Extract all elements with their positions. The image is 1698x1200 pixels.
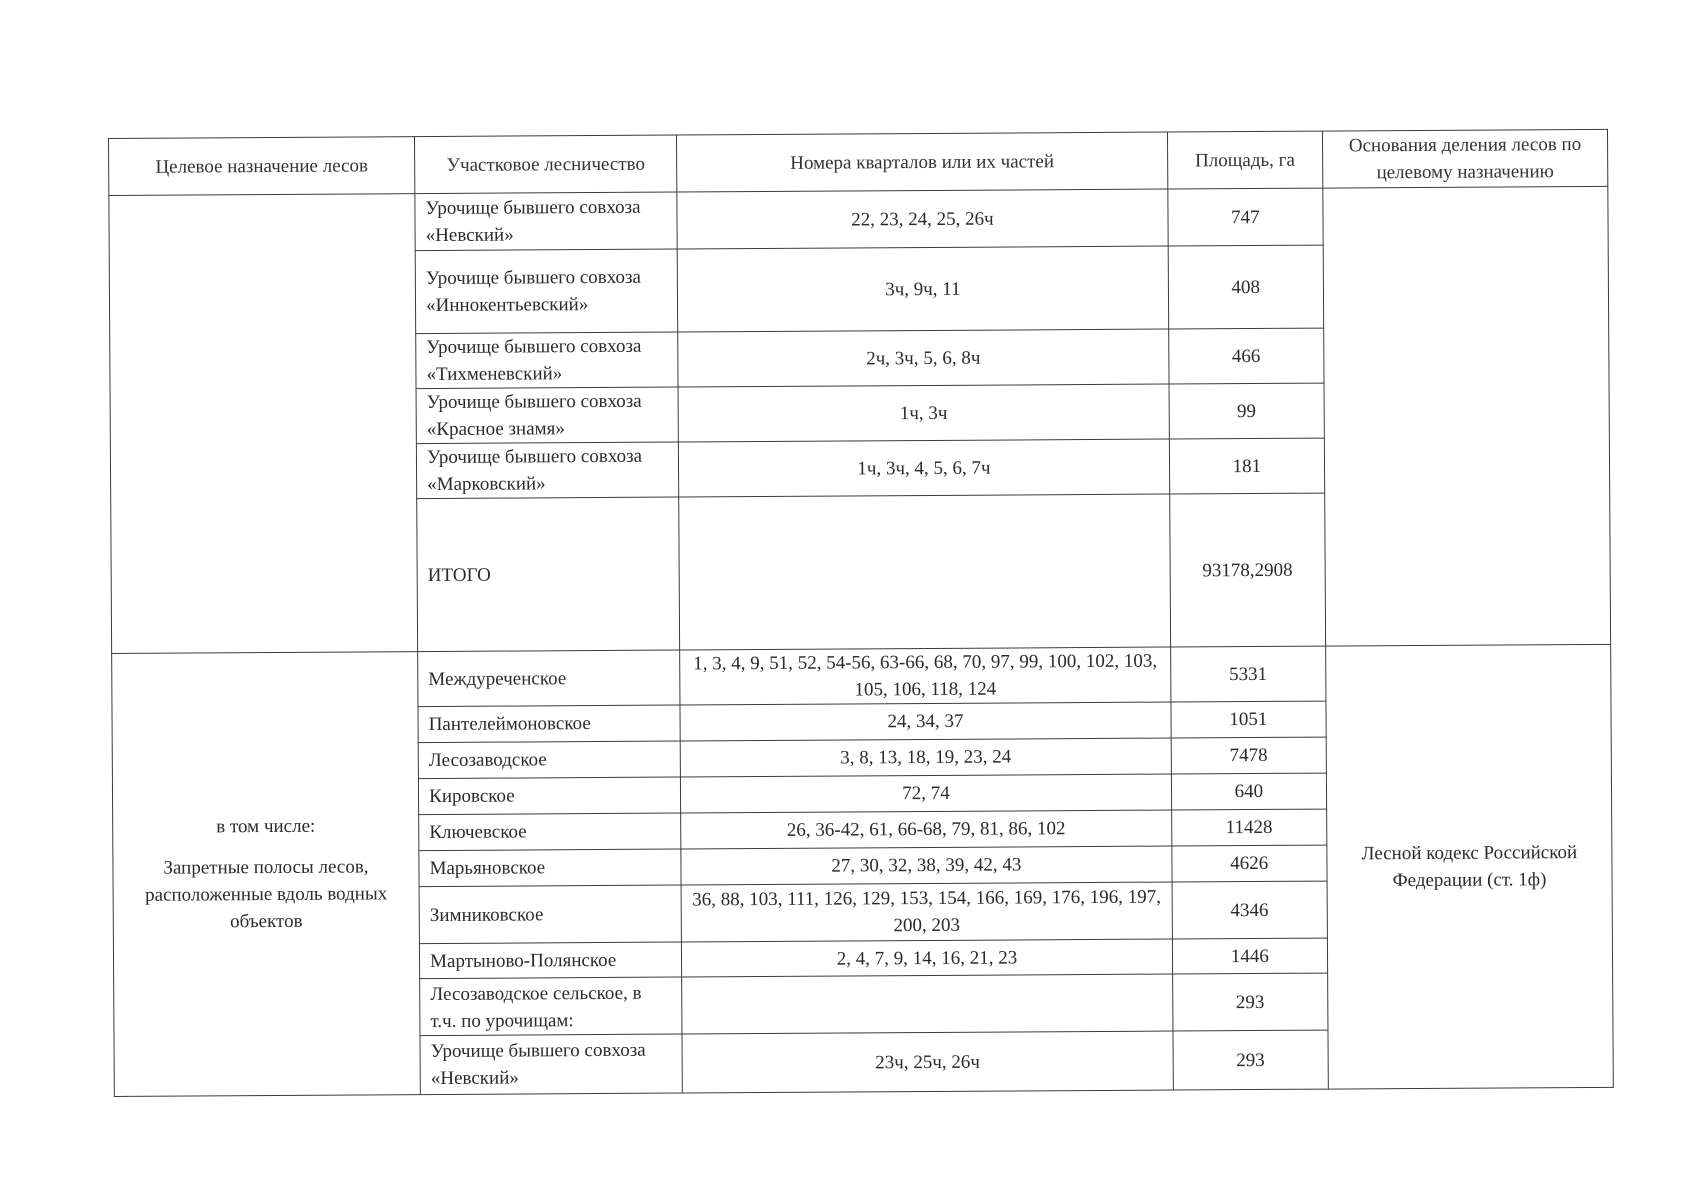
header-quarters: Номера кварталов или их частей xyxy=(677,132,1168,192)
district-cell: Урочище бывшего совхоза «Марковский» xyxy=(416,442,678,499)
forest-purpose-table xyxy=(108,129,1614,1097)
section-purpose: Запретные полосы лесов, расположенные вдоль водных объектов xyxy=(145,856,388,933)
area-cell: 4626 xyxy=(1172,845,1327,882)
header-purpose: Целевое назначение лесов xyxy=(109,137,415,196)
area-cell: 181 xyxy=(1169,438,1324,494)
district-cell: Урочище бывшего совхоза «Красное знамя» xyxy=(416,387,678,444)
quarters-cell: 26, 36-42, 61, 66-68, 79, 81, 86, 102 xyxy=(681,810,1172,849)
quarters-cell: 27, 30, 32, 38, 39, 42, 43 xyxy=(681,846,1172,885)
district-cell: Ключевское xyxy=(419,813,681,851)
area-cell: 99 xyxy=(1169,383,1324,439)
area-cell: 466 xyxy=(1168,328,1323,384)
area-cell: 11428 xyxy=(1171,809,1326,846)
district-cell: Урочище бывшего совхоза «Иннокентьевский» xyxy=(415,249,678,334)
area-cell: 1446 xyxy=(1172,938,1327,974)
purpose-cell xyxy=(112,652,421,1097)
quarters-cell: 1ч, 3ч xyxy=(678,384,1169,442)
area-cell: 1051 xyxy=(1171,701,1326,738)
area-cell: 408 xyxy=(1168,245,1324,329)
area-cell: 293 xyxy=(1173,1030,1328,1090)
table-header-row xyxy=(109,129,1608,195)
header-basis: Основания деления лесов по целевому назначению xyxy=(1322,129,1607,188)
district-cell: Зимниковское xyxy=(419,885,681,944)
district-cell: Кировское xyxy=(418,777,680,815)
quarters-cell: 2, 4, 7, 9, 14, 16, 21, 23 xyxy=(682,939,1173,977)
district-cell: Урочище бывшего совхоза «Невский» xyxy=(415,192,677,251)
quarters-cell: 3, 8, 13, 18, 19, 23, 24 xyxy=(680,738,1171,777)
purpose-cell-empty xyxy=(109,194,418,654)
district-cell: Марьяновское xyxy=(419,849,681,887)
header-area: Площадь, га xyxy=(1167,131,1322,189)
area-cell: 747 xyxy=(1168,188,1323,246)
area-cell: 293 xyxy=(1172,973,1327,1031)
area-cell: 4346 xyxy=(1172,881,1327,939)
quarters-cell: 22, 23, 24, 25, 26ч xyxy=(677,189,1168,249)
area-cell: 640 xyxy=(1171,773,1326,810)
area-cell: 5331 xyxy=(1170,646,1325,702)
quarters-cell: 72, 74 xyxy=(681,774,1172,813)
quarters-cell: 24, 34, 37 xyxy=(680,702,1171,741)
total-label: ИТОГО xyxy=(417,497,680,652)
total-area: 93178,2908 xyxy=(1169,493,1325,647)
quarters-cell: 2ч, 3ч, 5, 6, 8ч xyxy=(678,329,1169,387)
district-cell: Междуреченское xyxy=(418,650,680,707)
district-cell: Пантелеймоновское xyxy=(418,705,680,743)
section-caption: в том числе: xyxy=(216,815,316,838)
district-cell: Лесозаводское сельское, в т.ч. по урочищам: xyxy=(420,977,682,1036)
table-row xyxy=(109,186,1608,252)
district-cell: Урочище бывшего совхоза «Тихменевский» xyxy=(416,332,678,389)
district-cell: Урочище бывшего совхоза «Невский» xyxy=(420,1034,682,1095)
quarters-cell: 36, 88, 103, 111, 126, 129, 153, 154, 166, 169, 176, 196, 197, 200, 203 xyxy=(681,882,1172,942)
basis-cell-empty xyxy=(1323,186,1611,646)
district-cell: Лесозаводское xyxy=(418,741,680,779)
quarters-cell: 1, 3, 4, 9, 51, 52, 54-56, 63-66, 68, 70, 97, 99, 100, 102, 103, 105, 106, 118, 124 xyxy=(680,647,1171,705)
total-quarters xyxy=(679,494,1171,650)
basis-cell: Лесной кодекс Российской Федерации (ст. 1ф) xyxy=(1325,644,1613,1089)
quarters-cell: 1ч, 3ч, 4, 5, 6, 7ч xyxy=(679,439,1170,497)
area-cell: 7478 xyxy=(1171,737,1326,774)
table-row xyxy=(112,644,1611,708)
district-cell: Мартыново-Полянское xyxy=(420,942,682,979)
quarters-cell xyxy=(682,974,1173,1034)
quarters-cell: 3ч, 9ч, 11 xyxy=(677,246,1168,332)
header-district: Участковое лесничество xyxy=(415,135,677,194)
quarters-cell: 23ч, 25ч, 26ч xyxy=(682,1031,1173,1093)
